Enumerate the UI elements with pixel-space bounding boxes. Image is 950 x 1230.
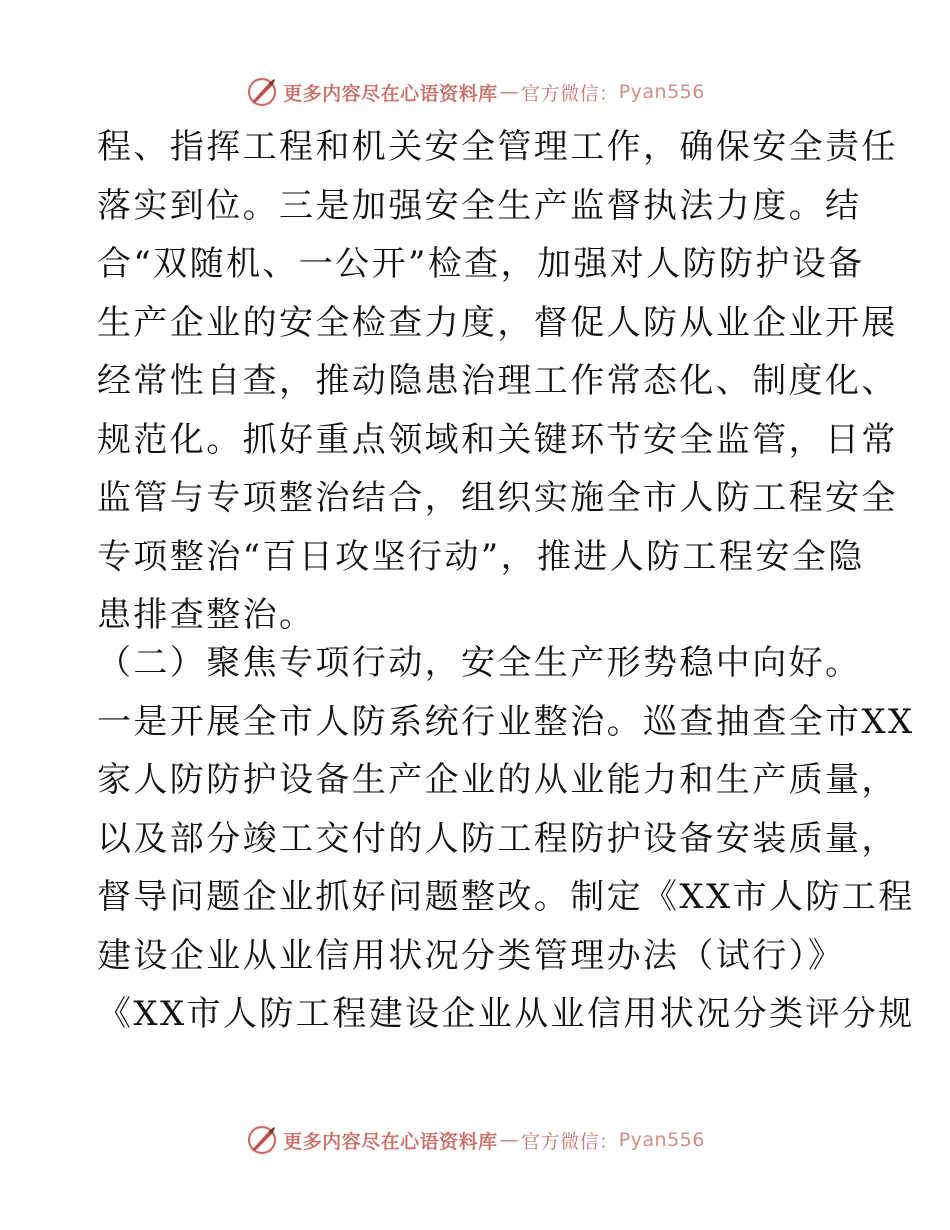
header-watermark	[0, 72, 950, 112]
paragraph-1	[97, 118, 898, 645]
paragraph-2	[97, 634, 915, 1044]
watermark-separator: —	[499, 81, 520, 103]
watermark-wechat-id: Pyan556	[618, 81, 705, 103]
text-line: 家人防防护设备生产企业的从业能力和生产质量，	[97, 760, 898, 800]
watermark-wechat-label: 官方微信：	[521, 1130, 619, 1153]
text-line: 一是开展全市人防系统行业整治。巡查抽查全市XX	[97, 701, 915, 742]
text-line: 患排查整治。	[97, 595, 316, 635]
watermark-brand: 更多内容尽在心语资料库	[283, 1130, 498, 1153]
text-line: 监管与专项整治结合，组织实施全市人防工程安全	[97, 478, 898, 518]
watermark-brand: 更多内容尽在心语资料库	[283, 82, 498, 105]
text-line: 生产企业的安全检查力度，督促人防从业企业开展	[97, 302, 898, 343]
text-line: 规范化。抓好重点领域和关键环节安全监管，日常	[97, 419, 898, 460]
watermark-wechat-label: 官方微信：	[521, 82, 619, 105]
quill-logo-icon	[245, 75, 279, 109]
text-line: 经常性自查，推动隐患治理工作常态化、制度化、	[97, 361, 898, 401]
text-line: 程、指挥工程和机关安全管理工作，确保安全责任	[97, 127, 898, 167]
text-line: 落实到位。三是加强安全生产监督执法力度。结	[97, 185, 862, 226]
text-line: 《XX市人防工程建设企业从业信用状况分类评分规	[97, 994, 915, 1034]
footer-watermark	[0, 1120, 950, 1160]
text-line: 专项整治“百日攻坚行动”，推进人防工程安全隐	[97, 536, 865, 577]
quill-logo-icon	[245, 1123, 279, 1157]
section-heading: （二）聚焦专项行动，安全生产形势稳中向好。	[97, 643, 862, 683]
watermark-wechat-id: Pyan556	[618, 1129, 705, 1151]
watermark-separator: —	[499, 1129, 520, 1151]
text-line: 督导问题企业抓好问题整改。制定《XX市人防工程	[97, 877, 915, 917]
text-line: 以及部分竣工交付的人防工程防护设备安装质量，	[97, 818, 898, 859]
text-line: 合“双随机、一公开”检查，加强对人防防护设备	[97, 244, 865, 284]
text-line: 建设企业从业信用状况分类管理办法（试行）》	[97, 935, 845, 976]
